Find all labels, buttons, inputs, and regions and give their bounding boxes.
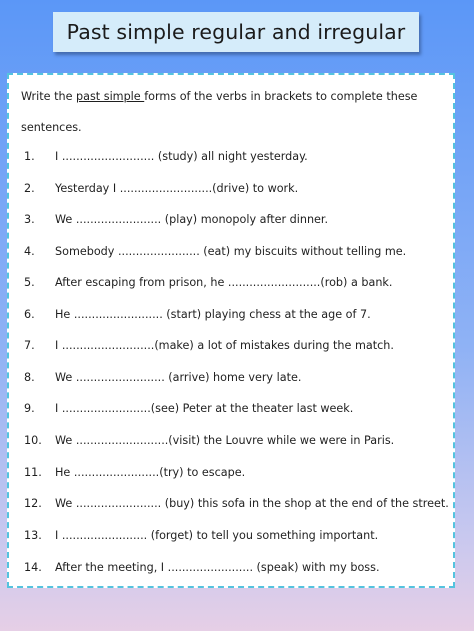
item-number: 5. — [24, 276, 35, 289]
item-number: 1. — [24, 150, 35, 163]
item-sentence: I .......................... (study) all night yesterday. — [55, 150, 308, 163]
item-sentence: We ..........................(visit) the Louvre while we were in Paris. — [55, 434, 395, 447]
item-sentence: Somebody ....................... (eat) my biscuits without telling me. — [55, 245, 407, 258]
item-number: 8. — [24, 371, 35, 384]
item-sentence: After the meeting, I ........................ (speak) with my boss. — [55, 561, 380, 574]
item-sentence: I ..........................(make) a lot of mistakes during the match. — [55, 339, 394, 352]
instructions-underlined-text: past simple — [76, 90, 145, 103]
item-sentence: I ........................ (forget) to tell you something important. — [55, 529, 379, 542]
instructions-text-start: Write the — [21, 90, 77, 103]
item-sentence: He ........................(try) to escape. — [55, 466, 246, 479]
page-title: Past simple regular and irregular — [66, 20, 406, 44]
item-number: 13. — [24, 529, 42, 542]
item-sentence: I .........................(see) Peter at the theater last week. — [55, 402, 354, 415]
item-number: 14. — [24, 561, 42, 574]
title-banner — [53, 12, 419, 52]
item-sentence: We ......................... (arrive) home very late. — [55, 371, 302, 384]
item-number: 11. — [24, 466, 42, 479]
item-number: 7. — [24, 339, 35, 352]
item-number: 12. — [24, 497, 42, 510]
item-sentence: He ......................... (start) playing chess at the age of 7. — [55, 308, 371, 321]
item-number: 2. — [24, 182, 35, 195]
item-sentence: We ........................ (play) monopoly after dinner. — [55, 213, 329, 226]
item-number: 9. — [24, 402, 35, 415]
item-sentence: After escaping from prison, he ..........................(rob) a bank. — [55, 276, 393, 289]
item-number: 10. — [24, 434, 42, 447]
instructions-line-1 — [21, 90, 417, 103]
item-sentence: Yesterday I ..........................(drive) to work. — [55, 182, 299, 195]
item-number: 3. — [24, 213, 35, 226]
item-number: 4. — [24, 245, 35, 258]
instructions-line-2: sentences. — [21, 121, 82, 134]
item-number: 6. — [24, 308, 35, 321]
item-sentence: We ........................ (buy) this sofa in the shop at the end of the street. — [55, 497, 449, 510]
instructions-text-end: forms of the verbs in brackets to complete these — [144, 90, 418, 103]
